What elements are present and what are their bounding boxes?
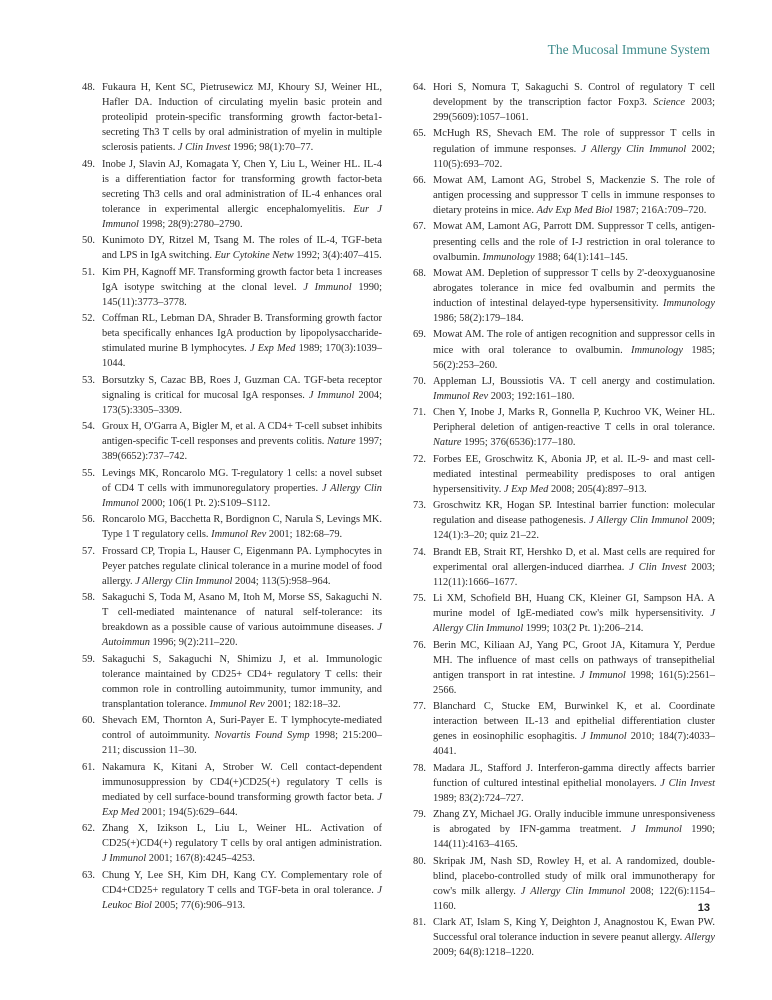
reference-volume-pages: 1999; 103(2 Pt. 1):206–214.: [523, 623, 644, 635]
reference-citation: Chen Y, Inobe J, Marks R, Gonnella P, Kuchroo VK, Weiner HL. Peripheral deletion of antigen-reactive T cells in oral tolerance.: [433, 407, 715, 434]
reference-item: [413, 173, 715, 218]
reference-item: [413, 545, 715, 590]
reference-journal: J Clin Invest: [660, 777, 715, 789]
reference-volume-pages: 1986; 58(2):179–184.: [433, 313, 524, 325]
reference-volume-pages: 1997; 389(6652):737–742.: [102, 436, 382, 463]
reference-number: 57.: [82, 545, 95, 557]
reference-citation: Frossard CP, Tropia L, Hauser C, Eigenmann PA. Lymphocytes in Peyer patches regulate clinical tolerance in a murine model of food allergy.: [102, 545, 382, 587]
reference-volume-pages: 2004; 173(5):3305–3309.: [102, 389, 382, 416]
reference-volume-pages: 1998; 28(9):2780–2790.: [138, 219, 243, 231]
reference-citation: Clark AT, Islam S, King Y, Deighton J, Anagnostou K, Ewan PW. Successful oral tolerance induction in severe peanut allergy.: [433, 917, 715, 944]
reference-number: 52.: [82, 313, 95, 325]
reference-journal: J Immunol: [303, 281, 352, 293]
reference-journal: J Exp Med: [102, 791, 382, 818]
reference-journal: J Immunol: [308, 389, 355, 401]
reference-journal: J Leukoc Biol: [102, 884, 382, 911]
reference-item: [82, 265, 382, 310]
reference-volume-pages: 2004; 113(5):958–964.: [232, 575, 331, 587]
reference-volume-pages: 2003; 299(5609):1057–1061.: [433, 97, 715, 124]
reference-journal: Science: [653, 97, 686, 109]
reference-item: [413, 591, 715, 636]
reference-volume-pages: 1989; 170(3):1039–1044.: [102, 343, 382, 370]
reference-item: [82, 512, 382, 542]
reference-item: [413, 80, 715, 125]
reference-number: 73.: [413, 500, 426, 512]
reference-item: [82, 466, 382, 511]
reference-citation: Coffman RL, Lebman DA, Shrader B. Transforming growth factor beta specifically enhances IgA production by lipopolysaccharide-stimulated murine B lymphocytes.: [102, 313, 382, 355]
references-right-column: [413, 80, 715, 962]
reference-number: 77.: [413, 701, 426, 713]
reference-number: 62.: [82, 823, 95, 835]
reference-citation: Sakaguchi S, Toda M, Asano M, Itoh M, Morse SS, Sakaguchi N. T cell-mediated maintenance of natural self-tolerance: its breakdown as a possible cause of various autoimmune diseases.: [102, 591, 382, 634]
reference-item: [82, 652, 382, 712]
reference-volume-pages: 2001; 182:68–79.: [266, 529, 343, 541]
reference-citation: Kim PH, Kagnoff MF. Transforming growth factor beta 1 increases IgA isotype switching at the clonal level.: [102, 266, 382, 293]
reference-number: 70.: [413, 375, 426, 387]
reference-item: [82, 713, 382, 758]
reference-item: [413, 266, 715, 326]
reference-journal: J Clin Invest: [177, 142, 231, 154]
reference-number: 55.: [82, 467, 95, 479]
reference-item: [413, 452, 715, 497]
reference-citation: Inobe J, Slavin AJ, Komagata Y, Chen Y, Liu L, Weiner HL. IL-4 is a differentiation factor for transforming growth factor-beta secreting Th3 cells and oral administration of IL-4 enhances oral tolerance in experimental allergic encephalomyelitis.: [102, 158, 382, 215]
reference-citation: Mowat AM. Depletion of suppressor T cells by 2'-deoxyguanosine abrogates tolerance in mice fed ovalbumin and permits the induction of intestinal delayed-type hypersensitivity.: [433, 267, 715, 310]
reference-item: [413, 405, 715, 450]
reference-volume-pages: 1996; 98(1):70–77.: [230, 142, 314, 154]
reference-citation: Kunimoto DY, Ritzel M, Tsang M. The roles of IL-4, TGF-beta and LPS in IgA switching.: [102, 235, 382, 262]
reference-journal: Eur Cytokine Netw: [214, 250, 294, 262]
reference-volume-pages: 1995; 376(6536):177–180.: [461, 437, 576, 449]
reference-number: 68.: [413, 267, 426, 279]
reference-number: 56.: [82, 514, 95, 526]
reference-citation: Hori S, Nomura T, Sakaguchi S. Control of regulatory T cell development by the transcription factor Foxp3.: [433, 82, 715, 109]
reference-item: [413, 638, 715, 698]
reference-citation: Blanchard C, Stucke EM, Burwinkel K, et al. Coordinate interaction between IL-13 and epithelial differentiation cluster genes in eosinophilic esophagitis.: [433, 701, 715, 743]
reference-number: 80.: [413, 855, 426, 867]
reference-volume-pages: 2005; 77(6):906–913.: [151, 899, 246, 911]
reference-journal: J Immunol: [630, 824, 682, 836]
reference-journal: Immunol Rev: [433, 391, 489, 402]
reference-item: [82, 157, 382, 232]
reference-item: [413, 854, 715, 914]
reference-number: 65.: [413, 128, 426, 140]
reference-number: 78.: [413, 762, 426, 774]
reference-item: [413, 807, 715, 852]
reference-citation: Appleman LJ, Boussiotis VA. T cell anergy and costimulation.: [433, 375, 715, 387]
reference-item: [82, 760, 382, 820]
reference-citation: Mowat AM, Lamont AG, Parrott DM. Suppressor T cells, antigen-presenting cells and the role of I-J restriction in oral tolerance to ovalbumin.: [433, 221, 715, 263]
reference-number: 60.: [82, 715, 95, 727]
reference-journal: Nature: [433, 437, 462, 449]
reference-item: [82, 868, 382, 913]
reference-volume-pages: 2009; 124(1):3–20; quiz 21–22.: [433, 515, 715, 542]
reference-item: [82, 80, 382, 155]
reference-journal: J Immunol: [581, 731, 627, 743]
reference-volume-pages: 2003; 112(11):1666–1677.: [433, 561, 715, 588]
reference-journal: J Immunol: [579, 669, 626, 681]
reference-citation: Li XM, Schofield BH, Huang CK, Kleiner GI, Sampson HA. A murine model of IgE-mediated cow's milk hypersensitivity.: [433, 593, 715, 620]
reference-volume-pages: 1998; 161(5):2561–2566.: [433, 669, 715, 696]
reference-item: [413, 761, 715, 806]
reference-number: 74.: [413, 546, 426, 558]
references-left-column: [82, 80, 382, 914]
reference-number: 54.: [82, 421, 95, 433]
reference-journal: J Exp Med: [503, 483, 549, 495]
reference-item: [82, 419, 382, 464]
reference-citation: Zhang X, Izikson L, Liu L, Weiner HL. Activation of CD25(+)CD4(+) regulatory T cells by oral antigen administration.: [102, 823, 382, 850]
reference-item: [82, 544, 382, 589]
reference-citation: McHugh RS, Shevach EM. The role of suppressor T cells in regulation of immune responses.: [433, 128, 715, 155]
reference-citation: Roncarolo MG, Bacchetta R, Bordignon C, Narula S, Levings MK. Type 1 T regulatory cells.: [102, 514, 382, 541]
reference-journal: J Allergy Clin Immunol: [135, 575, 233, 587]
reference-item: [413, 126, 715, 171]
reference-journal: Adv Exp Med Biol: [536, 205, 613, 217]
reference-number: 53.: [82, 374, 95, 386]
reference-number: 50.: [82, 235, 95, 247]
reference-item: [413, 327, 715, 372]
reference-journal: Novartis Found Symp: [214, 730, 310, 742]
reference-journal: Nature: [327, 436, 356, 448]
reference-item: [413, 915, 715, 960]
reference-item: [82, 821, 382, 866]
running-head-title: The Mucosal Immune System: [547, 42, 710, 57]
reference-number: 61.: [82, 761, 95, 773]
reference-citation: Shevach EM, Thornton A, Suri-Payer E. T lymphocyte-mediated control of autoimmunity.: [102, 715, 382, 742]
reference-volume-pages: 2001; 194(5):629–644.: [139, 806, 238, 818]
reference-number: 64.: [413, 82, 426, 93]
reference-volume-pages: 2010; 184(7):4033–4041.: [433, 731, 715, 758]
reference-item: [82, 311, 382, 371]
reference-volume-pages: 1998; 215:200–211; discussion 11–30.: [102, 730, 382, 757]
reference-journal: J Immunol: [102, 853, 147, 865]
reference-citation: Brandt EB, Strait RT, Hershko D, et al. Mast cells are required for experimental oral allergen-induced diarrhea.: [433, 546, 715, 573]
reference-number: 58.: [82, 591, 95, 603]
reference-citation: Skripak JM, Nash SD, Rowley H, et al. A randomized, double-blind, placebo-controlled study of milk oral immunotherapy for cow's milk allergy.: [433, 855, 715, 897]
reference-citation: Sakaguchi S, Sakaguchi N, Shimizu J, et al. Immunologic tolerance maintained by CD25+ CD4+ regulatory T cells: their common role in controlling autoimmunity, tumor immunity, and transplantation tolerance.: [102, 653, 382, 710]
reference-citation: Groschwitz KR, Hogan SP. Intestinal barrier function: molecular regulation and disease pathogenesis.: [433, 500, 715, 527]
reference-journal: J Autoimmun: [102, 622, 382, 649]
reference-number: 48.: [82, 82, 95, 93]
reference-number: 81.: [413, 917, 426, 929]
reference-number: 72.: [413, 453, 426, 465]
reference-item: [413, 374, 715, 404]
reference-item: [82, 590, 382, 650]
reference-journal: J Allergy Clin Immunol: [581, 143, 687, 155]
reference-citation: Forbes EE, Groschwitz K, Abonia JP, et al. IL-9- and mast cell-mediated intestinal permeability predisposes to oral antigen hypersensitivity.: [433, 453, 715, 495]
reference-number: 75.: [413, 593, 426, 605]
reference-volume-pages: 2003; 192:161–180.: [488, 391, 575, 402]
reference-number: 67.: [413, 221, 426, 233]
reference-citation: Fukaura H, Kent SC, Pietrusewicz MJ, Khoury SJ, Weiner HL, Hafler DA. Induction of circulating myelin basic protein and proteolipid protein-specific transforming growth factor-beta1-secreting Th3 T cells by oral administration of myelin in multiple sclerosis patients.: [102, 82, 382, 154]
reference-item: [413, 498, 715, 543]
reference-volume-pages: 1987; 216A:709–720.: [612, 205, 707, 217]
reference-volume-pages: 1990; 145(11):3773–3778.: [102, 281, 382, 308]
reference-journal: Eur J Immunol: [102, 203, 382, 231]
page-number: 13: [697, 902, 710, 914]
reference-volume-pages: 2002; 110(5):693–702.: [433, 143, 715, 170]
reference-citation: Levings MK, Roncarolo MG. T-regulatory 1 cells: a novel subset of CD4 T cells with immunoregulatory properties.: [102, 467, 382, 494]
reference-journal: J Allergy Clin Immunol: [520, 885, 626, 897]
reference-citation: Borsutzky S, Cazac BB, Roes J, Guzman CA. TGF-beta receptor signaling is critical for mucosal IgA responses.: [102, 374, 382, 401]
reference-volume-pages: 1996; 9(2):211–220.: [149, 637, 238, 649]
reference-journal: J Allergy Clin Immunol: [589, 515, 689, 527]
reference-number: 79.: [413, 809, 426, 821]
reference-number: 59.: [82, 653, 95, 665]
reference-volume-pages: 2009; 64(8):1218–1220.: [433, 947, 535, 959]
reference-volume-pages: 1992; 3(4):407–415.: [293, 250, 382, 262]
reference-citation: Mowat AM, Lamont AG, Strobel S, Mackenzie S. The role of antigen processing and suppressor T cells in immune responses to dietary proteins in mice.: [433, 174, 715, 217]
reference-citation: Groux H, O'Garra A, Bigler M, et al. A CD4+ T-cell subset inhibits antigen-specific T-cell responses and prevents colitis.: [102, 421, 382, 448]
reference-citation: Zhang ZY, Michael JG. Orally inducible immune unresponsiveness is abrogated by IFN-gamma treatment.: [433, 809, 715, 836]
reference-journal: Immunol Rev: [209, 698, 265, 710]
reference-item: [413, 219, 715, 264]
reference-number: 51.: [82, 266, 95, 278]
reference-citation: Madara JL, Stafford J. Interferon-gamma directly affects barrier function of cultured intestinal epithelial monolayers.: [433, 762, 715, 789]
reference-journal: Allergy: [684, 932, 715, 944]
reference-number: 49.: [82, 158, 95, 170]
reference-volume-pages: 2000; 106(1 Pt. 2):S109–S112.: [138, 497, 271, 509]
reference-item: [82, 233, 382, 263]
reference-number: 69.: [413, 329, 426, 341]
reference-citation: Nakamura K, Kitani A, Strober W. Cell contact-dependent immunosuppression by CD4(+)CD25(+) regulatory T cells is mediated by cell surface-bound transforming growth factor beta.: [102, 761, 382, 803]
reference-volume-pages: 1985; 56(2):253–260.: [433, 344, 715, 371]
reference-journal: J Clin Invest: [629, 561, 687, 573]
reference-volume-pages: 2008; 205(4):897–913.: [548, 483, 647, 495]
reference-volume-pages: 2001; 167(8):4245–4253.: [146, 853, 255, 865]
reference-number: 76.: [413, 639, 426, 651]
reference-journal: Immunol Rev: [211, 529, 267, 541]
reference-citation: Mowat AM. The role of antigen recognition and suppressor cells in mice with oral tolerance to ovalbumin.: [433, 329, 715, 356]
reference-item: [82, 373, 382, 418]
reference-number: 71.: [413, 407, 426, 419]
reference-citation: Berin MC, Kiliaan AJ, Yang PC, Groot JA, Kitamura Y, Perdue MH. The influence of mast cells on pathways of transepithelial antigen transport in rat intestine.: [433, 639, 715, 681]
reference-journal: Immunology: [631, 344, 683, 356]
reference-volume-pages: 1988; 64(1):141–145.: [534, 251, 628, 263]
reference-journal: Immunology: [663, 298, 715, 310]
reference-volume-pages: 2008; 122(6):1154–1160.: [433, 885, 716, 912]
reference-journal: J Exp Med: [249, 343, 296, 355]
reference-journal: J Allergy Clin Immunol: [433, 608, 715, 635]
reference-volume-pages: 1989; 83(2):724–727.: [433, 792, 524, 804]
reference-number: 66.: [413, 174, 426, 186]
reference-journal: J Allergy Clin Immunol: [102, 482, 383, 509]
reference-volume-pages: 1990; 144(11):4163–4165.: [433, 824, 715, 851]
reference-volume-pages: 2001; 182:18–32.: [264, 698, 341, 710]
reference-journal: Immunology: [482, 251, 535, 263]
reference-item: [413, 699, 715, 759]
reference-number: 63.: [82, 869, 95, 881]
reference-citation: Chung Y, Lee SH, Kim DH, Kang CY. Complementary role of CD4+CD25+ regulatory T cells and TGF-beta in oral tolerance.: [102, 869, 382, 896]
